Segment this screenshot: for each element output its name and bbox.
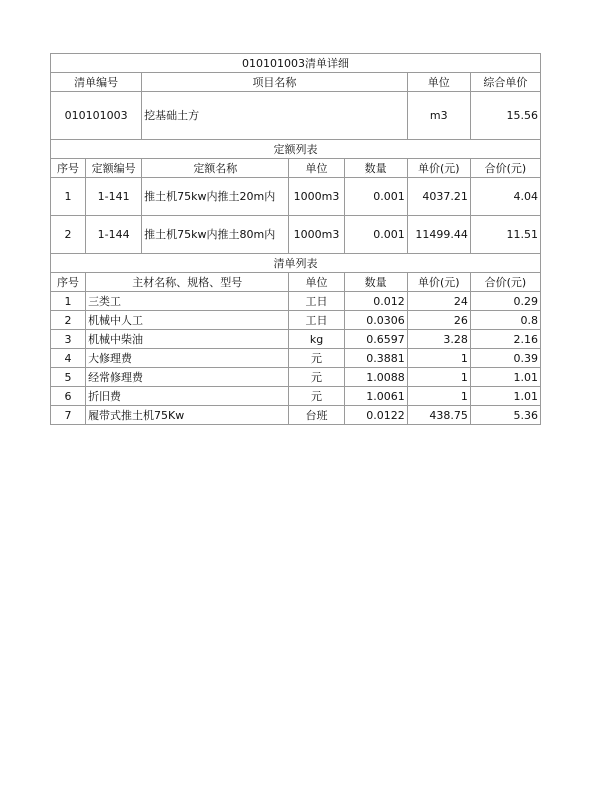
bill-header-row — [51, 73, 541, 92]
quota-code: 1-144 — [86, 216, 142, 254]
material-unit: 元 — [289, 368, 344, 387]
material-unit: kg — [289, 330, 344, 349]
quota-total-header: 合价(元) — [470, 159, 540, 178]
quota-total: 4.04 — [470, 178, 540, 216]
material-qty: 0.6597 — [344, 330, 407, 349]
quota-unit: 1000m3 — [289, 178, 344, 216]
quota-unit-header: 单位 — [289, 159, 344, 178]
materials-section-row — [51, 254, 541, 273]
material-seq: 6 — [51, 387, 86, 406]
material-unit: 台班 — [289, 406, 344, 425]
bill-code: 010101003 — [51, 92, 142, 140]
materials-name-header: 主材名称、规格、型号 — [86, 273, 289, 292]
material-seq: 2 — [51, 311, 86, 330]
bill-name-header: 项目名称 — [142, 73, 408, 92]
quota-total: 11.51 — [470, 216, 540, 254]
material-price: 1 — [407, 349, 470, 368]
quota-header-row — [51, 159, 541, 178]
material-unit: 工日 — [289, 311, 344, 330]
quota-qty: 0.001 — [344, 216, 407, 254]
material-unit: 元 — [289, 349, 344, 368]
material-qty: 0.012 — [344, 292, 407, 311]
material-total: 0.29 — [470, 292, 540, 311]
materials-header-row — [51, 273, 541, 292]
material-name: 折旧费 — [86, 387, 289, 406]
materials-seq-header: 序号 — [51, 273, 86, 292]
material-price: 24 — [407, 292, 470, 311]
material-name: 履带式推土机75Kw — [86, 406, 289, 425]
material-row — [51, 349, 541, 368]
quota-price: 11499.44 — [407, 216, 470, 254]
material-row — [51, 406, 541, 425]
bill-detail-table — [50, 53, 541, 425]
material-total: 2.16 — [470, 330, 540, 349]
quota-row — [51, 216, 541, 254]
quota-price: 4037.21 — [407, 178, 470, 216]
materials-section-title: 清单列表 — [51, 254, 541, 273]
material-seq: 4 — [51, 349, 86, 368]
material-price: 1 — [407, 368, 470, 387]
sheet-title: 010101003清单详细 — [51, 54, 541, 73]
material-qty: 1.0088 — [344, 368, 407, 387]
title-row — [51, 54, 541, 73]
quota-name: 推土机75kw内推土80m内 — [142, 216, 289, 254]
quota-price-header: 单价(元) — [407, 159, 470, 178]
material-name: 机械中人工 — [86, 311, 289, 330]
bill-unit-header: 单位 — [407, 73, 470, 92]
material-total: 1.01 — [470, 368, 540, 387]
bill-price: 15.56 — [470, 92, 540, 140]
material-price: 1 — [407, 387, 470, 406]
materials-unit-header: 单位 — [289, 273, 344, 292]
material-unit: 工日 — [289, 292, 344, 311]
materials-qty-header: 数量 — [344, 273, 407, 292]
material-seq: 1 — [51, 292, 86, 311]
quota-section-row — [51, 140, 541, 159]
material-price: 3.28 — [407, 330, 470, 349]
material-row — [51, 387, 541, 406]
material-qty: 1.0061 — [344, 387, 407, 406]
material-row — [51, 311, 541, 330]
material-name: 经常修理费 — [86, 368, 289, 387]
material-row — [51, 330, 541, 349]
material-row — [51, 292, 541, 311]
quota-qty-header: 数量 — [344, 159, 407, 178]
quota-unit: 1000m3 — [289, 216, 344, 254]
material-total: 5.36 — [470, 406, 540, 425]
material-total: 1.01 — [470, 387, 540, 406]
material-qty: 0.0306 — [344, 311, 407, 330]
quota-section-title: 定额列表 — [51, 140, 541, 159]
bill-code-header: 清单编号 — [51, 73, 142, 92]
materials-price-header: 单价(元) — [407, 273, 470, 292]
bill-unit: m3 — [407, 92, 470, 140]
bill-price-header: 综合单价 — [470, 73, 540, 92]
material-name: 三类工 — [86, 292, 289, 311]
bill-row — [51, 92, 541, 140]
quota-seq: 1 — [51, 178, 86, 216]
quota-seq: 2 — [51, 216, 86, 254]
material-total: 0.39 — [470, 349, 540, 368]
material-seq: 3 — [51, 330, 86, 349]
material-qty: 0.0122 — [344, 406, 407, 425]
quota-qty: 0.001 — [344, 178, 407, 216]
material-seq: 5 — [51, 368, 86, 387]
material-row — [51, 368, 541, 387]
materials-total-header: 合价(元) — [470, 273, 540, 292]
material-price: 438.75 — [407, 406, 470, 425]
quota-name-header: 定额名称 — [142, 159, 289, 178]
quota-seq-header: 序号 — [51, 159, 86, 178]
quota-row — [51, 178, 541, 216]
quota-name: 推土机75kw内推土20m内 — [142, 178, 289, 216]
quota-code: 1-141 — [86, 178, 142, 216]
material-price: 26 — [407, 311, 470, 330]
material-qty: 0.3881 — [344, 349, 407, 368]
material-name: 机械中柴油 — [86, 330, 289, 349]
material-total: 0.8 — [470, 311, 540, 330]
bill-name: 挖基础土方 — [142, 92, 408, 140]
material-seq: 7 — [51, 406, 86, 425]
quota-code-header: 定额编号 — [86, 159, 142, 178]
material-unit: 元 — [289, 387, 344, 406]
material-name: 大修理费 — [86, 349, 289, 368]
